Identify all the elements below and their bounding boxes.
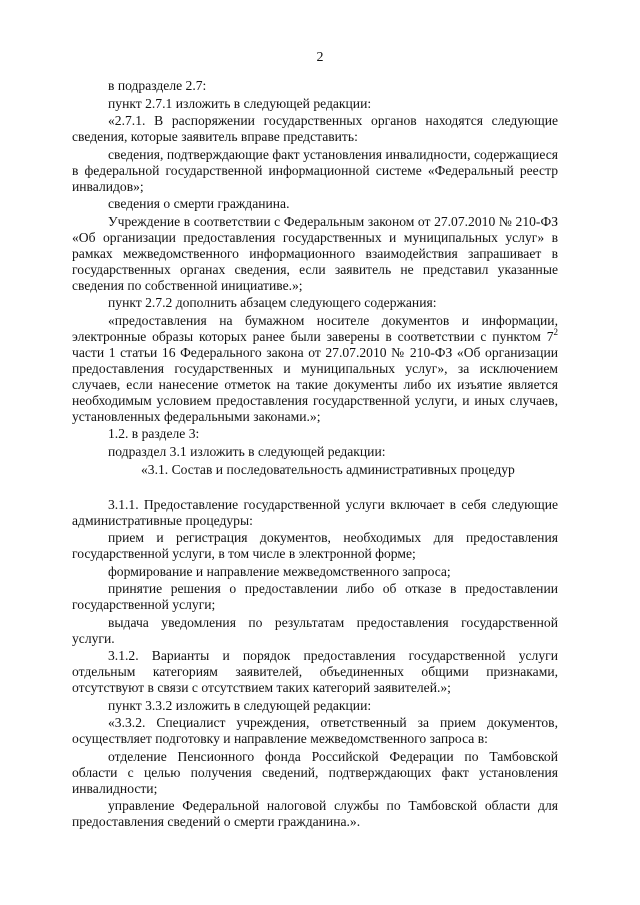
paragraph: принятие решения о предоставлении либо об отказе в предоставлении государственной услуги; [72,581,558,612]
paragraph: «2.7.1. В распоряжении государственных органов находятся следующие сведения, которые заявитель вправе представить: [72,113,558,144]
paragraph: сведения, подтверждающие факт установления инвалидности, содержащиеся в федеральной государственной информационной системе «Федеральный реестр инвалидов»; [72,146,558,194]
paragraph: пункт 2.7.1 изложить в следующей редакции: [108,95,372,111]
paragraph [72,313,558,425]
paragraph: подраздел 3.1 изложить в следующей редакции: [108,443,386,459]
paragraph: 3.1.1. Предоставление государственной услуги включает в себя следующие административные процедуры: [72,496,558,528]
paragraph: выдача уведомления по результатам предоставления государственной услуги. [72,614,558,646]
document-body [72,78,558,832]
superscript: 2 [553,326,558,337]
paragraph: «3.3.2. Специалист учреждения, ответственный за прием документов, осуществляет подготовку и направление межведомственного запроса в: [72,715,558,746]
paragraph: пункт 2.7.2 дополнить абзацем следующего содержания: [108,295,437,310]
page-number: 2 [316,50,324,65]
paragraph: пункт 3.3.2 изложить в следующей редакции: [108,697,372,713]
paragraph: прием и регистрация документов, необходимых для предоставления государственной услуги, в том числе в электронной форме; [72,530,558,561]
paragraph: 3.1.2. Варианты и порядок предоставления государственной услуги отдельным категориям заявителей, объединенных общими признаками, отсутствуют в связи с отсутствием таких категорий заявителей.»; [72,648,558,695]
paragraph: формирование и направление межведомственного запроса; [108,563,451,579]
paragraph: отделение Пенсионного фонда Российской Федерации по Тамбовской области с целью получения сведений, подтверждающих факт установления инвалидности; [72,748,558,796]
paragraph: в подразделе 2.7: [108,78,207,93]
paragraph-text: «предоставления на бумажном носителе документов и информации, электронные образы которых ранее были заверены в соответствии с пунктом 7 [72,312,558,344]
paragraph-text: части 1 статьи 16 Федерального закона от 27.07.2010 № 210-ФЗ «Об организации предоставления государственных и муниципальных услуг», за исключением случаев, если нанесение отметок на такие документы либо их изъятие является необходимым условием предоставления государственной услуги, и иных случаев, установленных федеральными законами.»; [72,344,558,424]
paragraph: 1.2. в разделе 3: [108,426,200,441]
paragraph: Учреждение в соответствии с Федеральным законом от 27.07.2010 № 210-ФЗ «Об организации предоставления государственных и муниципальных услуг» в рамках межведомственного информационного взаимодействия запрашивает в государственных органах сведения, если заявитель не представил указанные сведения по собственной инициативе.»; [72,213,558,293]
paragraph: управление Федеральной налоговой службы по Тамбовской области для предоставления сведений о смерти гражданина.». [72,798,558,829]
section-title: «3.1. Состав и последовательность административных процедур [141,461,515,477]
paragraph: сведения о смерти гражданина. [108,196,290,211]
